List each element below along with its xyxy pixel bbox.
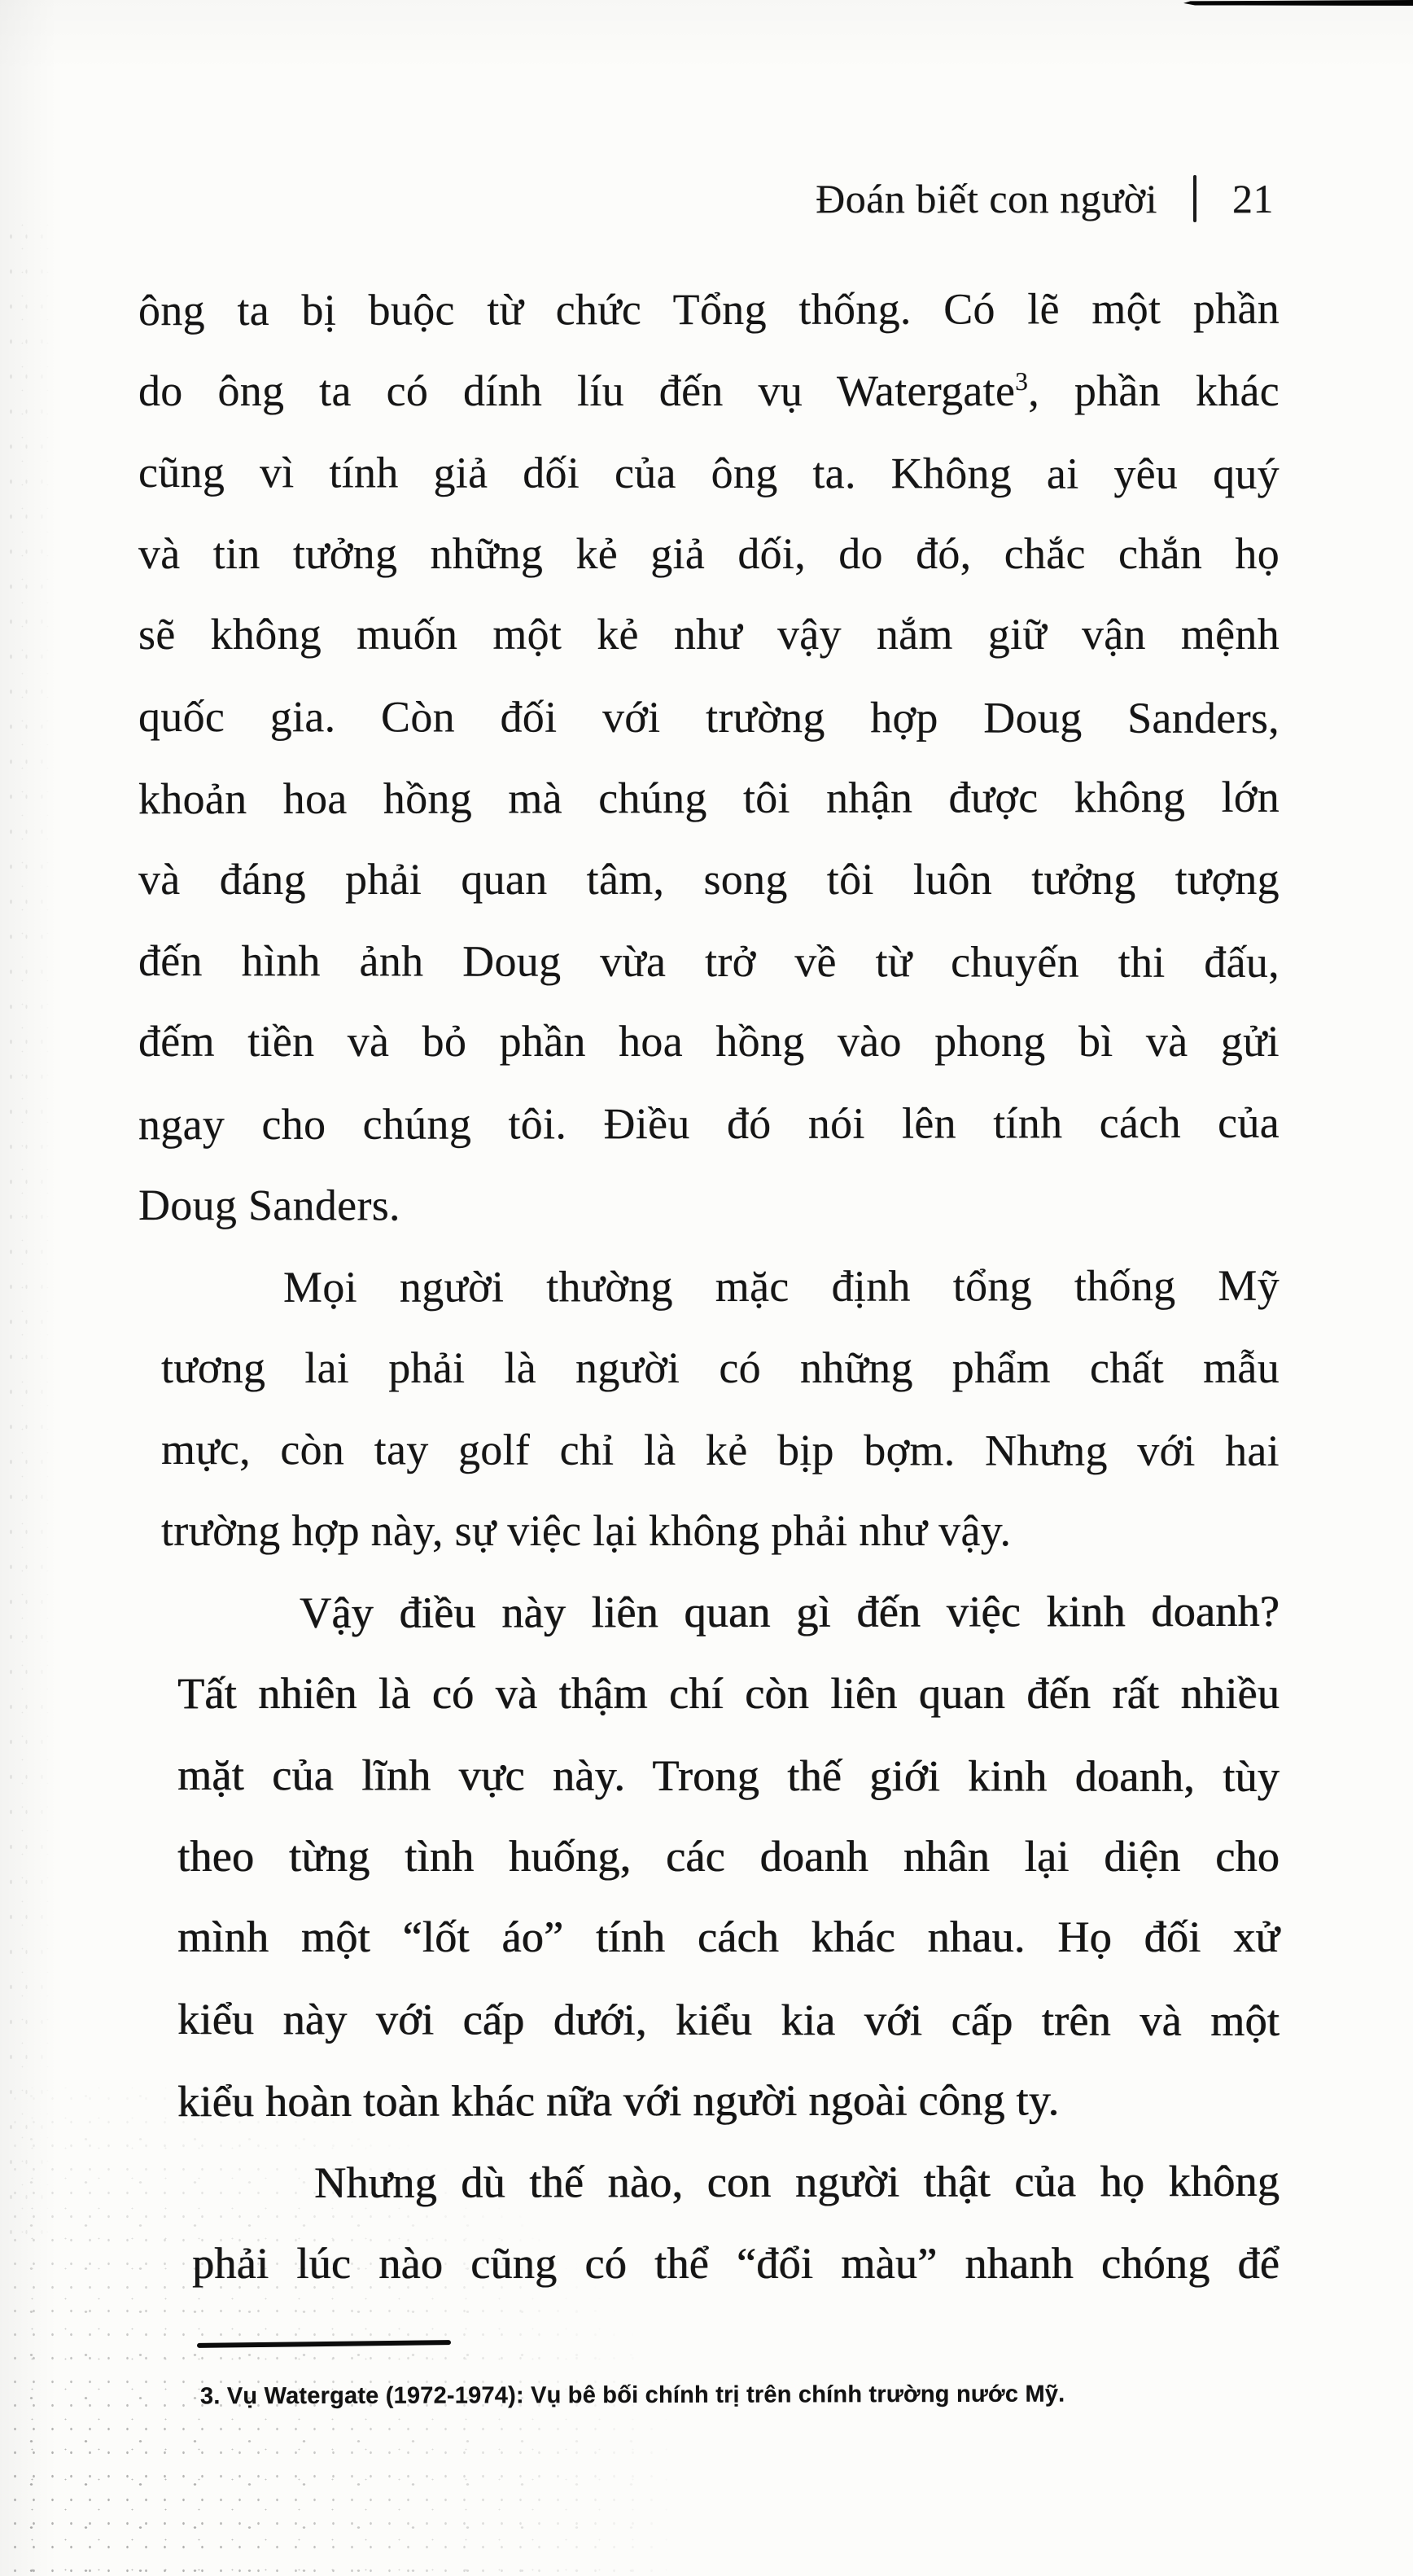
text-line: phải lúc nào cũng có thể “đổi màu” nhanh chóng để bbox=[192, 2239, 1280, 2288]
scan-noise-artifact bbox=[0, 2084, 667, 2576]
text-line: đếm tiền và bỏ phần hoa hồng vào phong bì và gửi bbox=[138, 1017, 1280, 1066]
footnote-text: 3. Vụ Watergate (1972-1974): Vụ bê bối chính trị trên chính trường nước Mỹ. bbox=[199, 2381, 1065, 2410]
text-line: kiểu hoàn toàn khác nữa với người ngoài công ty. bbox=[177, 2075, 1060, 2127]
text-line: trường hợp này, sự việc lại không phải như vậy. bbox=[161, 1506, 1012, 1555]
text-line: ngay cho chúng tôi. Điều đó nói lên tính cách của bbox=[138, 1097, 1280, 1150]
text-line: Vậy điều này liên quan gì đến việc kinh doanh? bbox=[299, 1586, 1280, 1637]
chapter-title: Đoán biết con người bbox=[816, 176, 1157, 221]
text-line: tương lai phải là người có những phẩm chất mẫu bbox=[161, 1343, 1280, 1392]
text-line: và tin tưởng những kẻ giả dối, do đó, chắc chắn họ bbox=[138, 529, 1280, 578]
text-line: mình một “lốt áo” tính cách khác nhau. Họ đối xử bbox=[177, 1912, 1280, 1961]
text-segment: , phần khác bbox=[1028, 366, 1280, 415]
scan-noise-artifact bbox=[0, 212, 57, 2247]
text-line: Nhưng dù thế nào, con người thật của họ không bbox=[313, 2156, 1280, 2207]
page-number: 21 bbox=[1232, 176, 1274, 221]
text-line: kiểu này với cấp dưới, kiểu kia với cấp trên và một bbox=[177, 1995, 1280, 2045]
text-line: và đáng phải quan tâm, song tôi luôn tưởng tượng bbox=[138, 855, 1280, 904]
text-line: Tất nhiên là có và thậm chí còn liên quan đến rất nhiều bbox=[177, 1669, 1280, 1718]
text-line: quốc gia. Còn đối với trường hợp Doug Sanders, bbox=[138, 692, 1280, 743]
paragraph bbox=[138, 1571, 1280, 2141]
text-line: Mọi người thường mặc định tổng thống Mỹ bbox=[282, 1260, 1280, 1312]
text-line: Doug Sanders. bbox=[138, 1181, 400, 1230]
text-line: theo từng tình huống, các doanh nhân lại diện cho bbox=[177, 1832, 1280, 1881]
body-text bbox=[138, 269, 1280, 2304]
paragraph bbox=[138, 269, 1280, 1246]
text-line: ông ta bị buộc từ chức Tổng thống. Có lẽ một phần bbox=[138, 283, 1280, 335]
text-line bbox=[138, 350, 1280, 432]
scan-streak-artifact bbox=[1183, 0, 1413, 6]
footnote-ref: 3 bbox=[1015, 367, 1029, 396]
text-line: mực, còn tay golf chỉ là kẻ bịp bợm. Nhưng với hai bbox=[160, 1425, 1280, 1475]
running-header bbox=[816, 161, 1274, 236]
text-segment: do ông ta có dính líu đến vụ Watergate bbox=[138, 366, 1016, 415]
text-line: cũng vì tính giả dối của ông ta. Không ai yêu quý bbox=[138, 448, 1280, 498]
text-line: sẽ không muốn một kẻ như vậy nắm giữ vận mệnh bbox=[138, 610, 1280, 659]
text-line: khoản hoa hồng mà chúng tôi nhận được không lớn bbox=[138, 772, 1280, 824]
text-line: đến hình ảnh Doug vừa trở về từ chuyến thi đấu, bbox=[138, 936, 1280, 987]
text-line: mặt của lĩnh vực này. Trong thế giới kinh doanh, tùy bbox=[177, 1750, 1280, 1801]
paragraph bbox=[138, 1246, 1280, 1571]
header-divider bbox=[1193, 175, 1196, 222]
